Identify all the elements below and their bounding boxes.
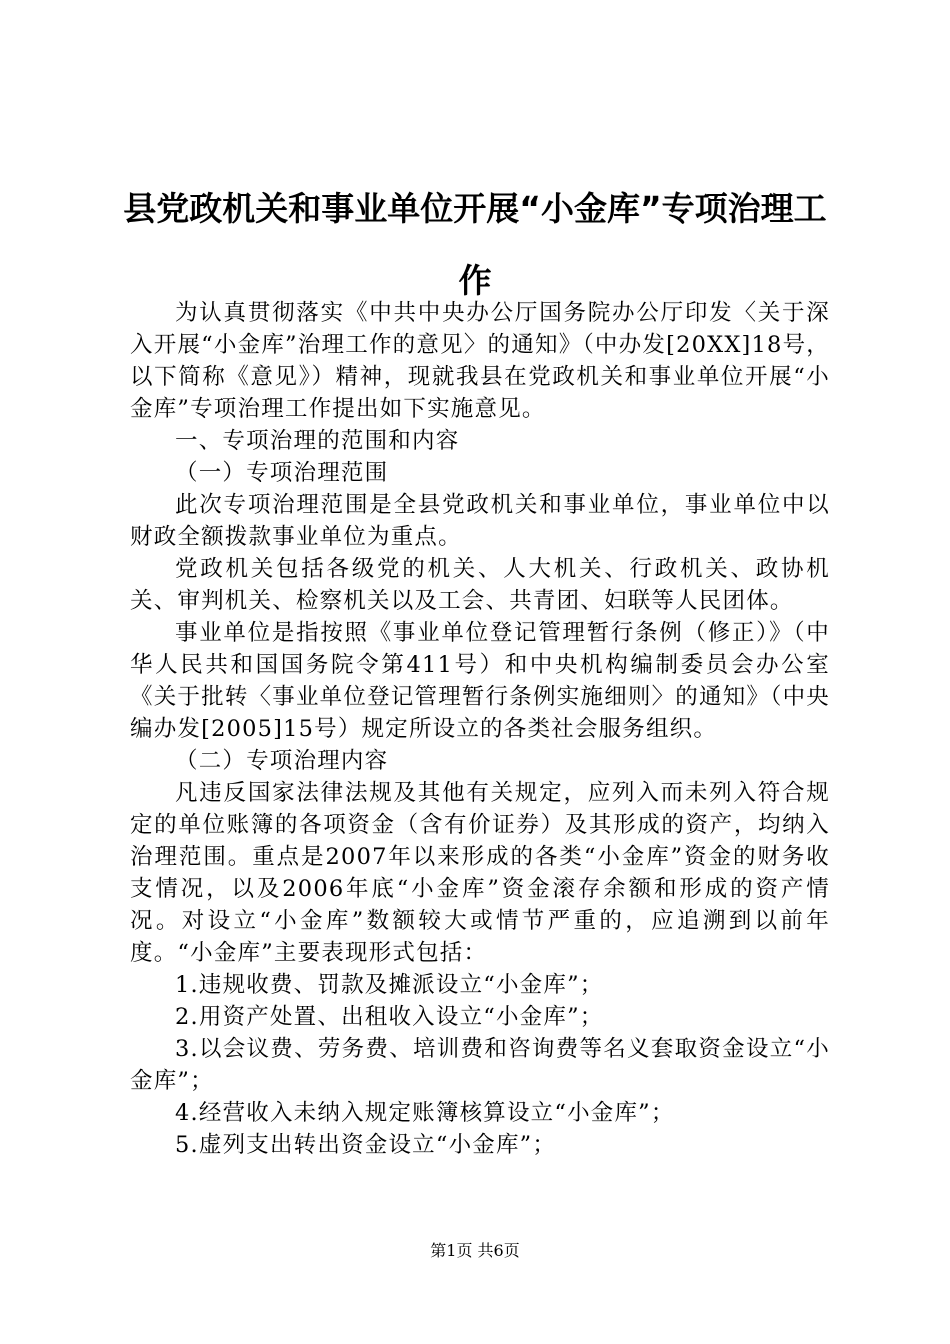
paragraph-party-organs: 党政机关包括各级党的机关、人大机关、行政机关、政协机关、审判机关、检察机关以及工会、共青团、妇联等人民团体。: [130, 556, 830, 614]
document-title: 县党政机关和事业单位开展“小金库”专项治理工作: [123, 189, 827, 300]
paragraph-intro: 为认真贯彻落实《中共中央办公厅国务院办公厅印发〈关于深入开展“小金库”治理工作的意见〉的通知》（中办发[20XX]18号，以下简称《意见》）精神，现就我县在党政机关和事业单位开展“小金库”专项治理工作提出如下实施意见。: [130, 300, 830, 422]
paragraph-public-institutions: 事业单位是指按照《事业单位登记管理暂行条例（修正）》（中华人民共和国国务院令第411号）和中央机构编制委员会办公室《关于批转〈事业单位登记管理暂行条例实施细则〉的通知》（中央编办发[2005]15号）规定所设立的各类社会服务组织。: [130, 620, 830, 742]
list-item-3: 3.以会议费、劳务费、培训费和咨询费等名义套取资金设立“小金库”；: [130, 1036, 830, 1094]
heading-subsection-1: （一）专项治理范围: [175, 460, 389, 486]
paragraph-scope: 此次专项治理范围是全县党政机关和事业单位，事业单位中以财政全额拨款事业单位为重点。: [130, 492, 830, 550]
heading-subsection-2: （二）专项治理内容: [175, 748, 389, 774]
paragraph-content: 凡违反国家法律法规及其他有关规定，应列入而未列入符合规定的单位账簿的各项资金（含有价证券）及其形成的资产，均纳入治理范围。重点是2007年以来形成的各类“小金库”资金的财务收支情况，以及2006年底“小金库”资金滚存余额和形成的资产情况。对设立“小金库”数额较大或情节严重的，应追溯到以前年度。“小金库”主要表现形式包括：: [130, 780, 830, 966]
list-item-5: 5.虚列支出转出资金设立“小金库”；: [175, 1132, 557, 1158]
list-item-2: 2.用资产处置、出租收入设立“小金库”；: [175, 1004, 604, 1030]
page-footer: 第1页 共6页: [430, 1241, 520, 1260]
list-item-1: 1.违规收费、罚款及摊派设立“小金库”；: [175, 972, 604, 998]
document-body: [130, 297, 830, 1161]
list-item-4: 4.经营收入未纳入规定账簿核算设立“小金库”；: [175, 1100, 675, 1126]
heading-section-1: 一、专项治理的范围和内容: [175, 428, 460, 454]
